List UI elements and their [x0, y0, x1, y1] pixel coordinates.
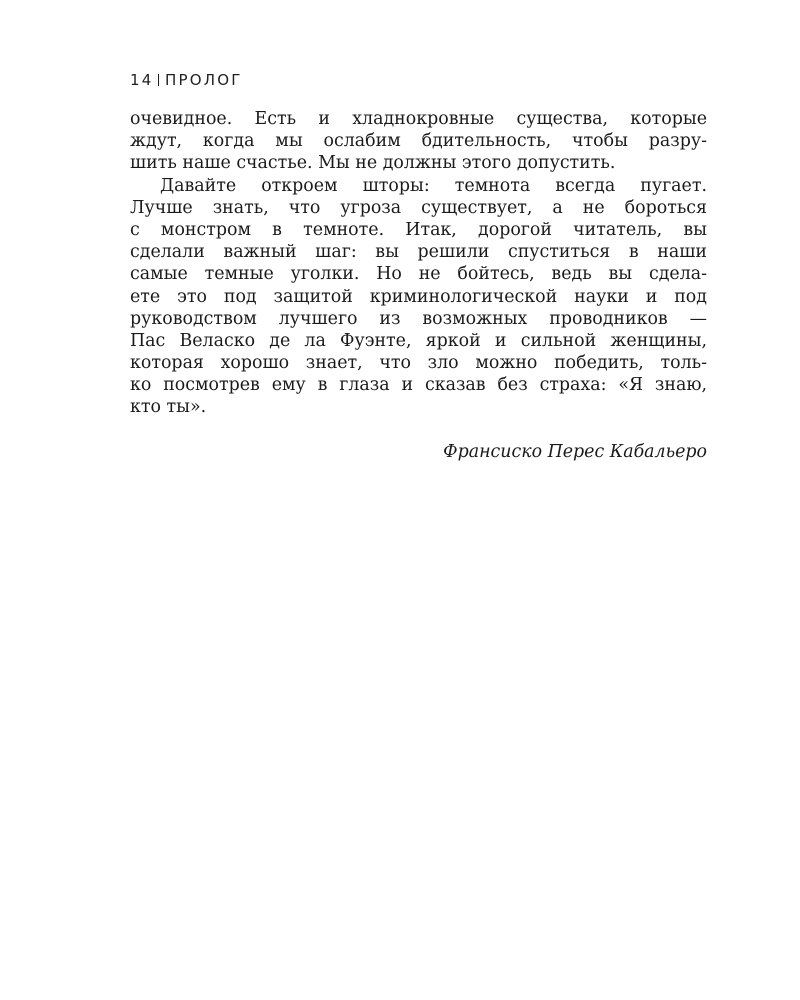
text-line: кто ты». [130, 397, 207, 418]
body-text [130, 108, 707, 419]
text-line: ждут, когда мы ослабим бдительность, чтобы разру- [130, 131, 707, 152]
author-signature: Франсиско Перес Кабальеро [443, 442, 707, 462]
text-line: Пас Веласко де ла Фуэнте, яркой и сильной женщины, [130, 330, 707, 351]
text-line: Лучше знать, что угроза существует, а не бороться [130, 197, 707, 218]
book-page [130, 0, 707, 1000]
running-head [130, 71, 243, 89]
text-line: которая хорошо знает, что зло можно победить, толь- [130, 353, 707, 374]
page-number: 14 [130, 71, 154, 89]
text-line: руководством лучшего из возможных проводников — [130, 308, 707, 329]
text-line: с монстром в темноте. Итак, дорогой читатель, вы [130, 219, 707, 240]
paragraph-1 [130, 108, 707, 175]
text-line: самые темные уголки. Но не бойтесь, ведь вы сдела- [130, 264, 707, 285]
text-line: сделали важный шаг: вы решили спуститься в наши [130, 242, 707, 263]
text-line: ко посмотрев ему в глаза и сказав без страха: «Я знаю, [130, 375, 707, 396]
text-line: шить наше счастье. Мы не должны этого допустить. [130, 153, 616, 174]
text-line: ете это под защитой криминологической науки и под [130, 286, 707, 307]
text-line: Давайте откроем шторы: темнота всегда пугает. [160, 175, 707, 196]
section-title: ПРОЛОГ [165, 71, 243, 89]
paragraph-2 [130, 175, 707, 419]
header-separator [158, 74, 160, 86]
text-line: очевидное. Есть и хладнокровные существа, которые [130, 109, 707, 129]
